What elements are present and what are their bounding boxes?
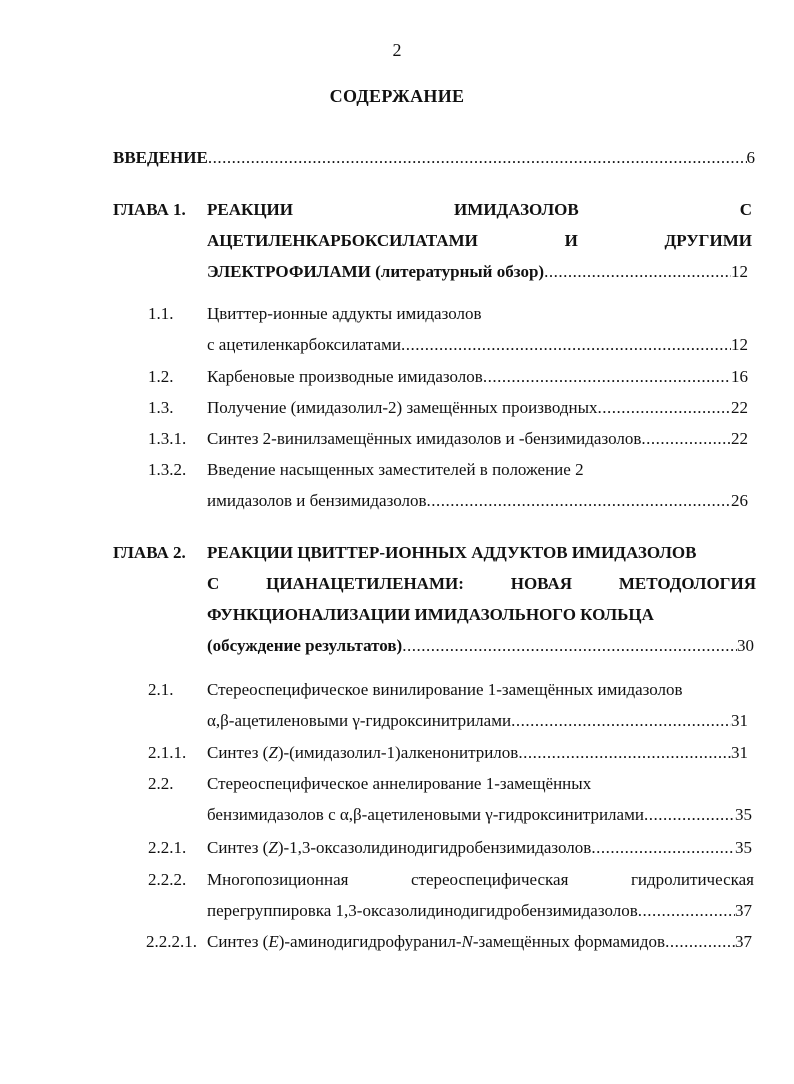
section-number: 2.2. bbox=[148, 774, 174, 793]
toc-label: Синтез 2-винилзамещённых имидазолов и -бензимидазолов bbox=[207, 429, 642, 448]
toc-page: 12 bbox=[731, 262, 748, 281]
text: Синтез ( bbox=[207, 838, 269, 857]
word: ДРУГИМИ bbox=[664, 231, 752, 250]
leader-dots bbox=[208, 148, 747, 168]
toc-label: α,β-ацетиленовыми γ-гидроксинитрилами bbox=[207, 711, 512, 730]
leader-dots bbox=[644, 805, 735, 825]
toc-label: (обсуждение результатов) bbox=[207, 636, 403, 655]
toc-page: 26 bbox=[731, 491, 748, 510]
leader-dots bbox=[426, 491, 731, 511]
section-number: 2.2.2.1. bbox=[146, 932, 197, 951]
toc-label: с ацетиленкарбоксилатами bbox=[207, 335, 401, 354]
toc-label bbox=[207, 932, 665, 952]
leader-dots bbox=[511, 711, 731, 731]
toc-label: ВВЕДЕНИЕ bbox=[113, 148, 208, 167]
word: гидролитическая bbox=[630, 870, 754, 889]
toc-label: имидазолов и бензимидазолов bbox=[207, 491, 427, 510]
word: МЕТОДОЛОГИЯ bbox=[618, 574, 756, 593]
chapter-1-label: ГЛАВА 1. bbox=[113, 200, 186, 219]
toc-page: 12 bbox=[731, 335, 748, 354]
word: НОВАЯ bbox=[510, 574, 573, 593]
toc-page: 35 bbox=[735, 805, 752, 824]
toc-page: 37 bbox=[735, 932, 752, 951]
word: И bbox=[564, 231, 578, 250]
toc-entry-1-1-line1[interactable]: Цвиттер-ионные аддукты имидазолов bbox=[207, 304, 482, 323]
word: Многопозиционная bbox=[207, 870, 349, 889]
leader-dots bbox=[591, 838, 735, 858]
toc-entry-2-2-2-line1[interactable] bbox=[207, 870, 754, 890]
word: С bbox=[207, 574, 220, 593]
toc-entry-1-3[interactable] bbox=[207, 398, 748, 418]
chapter-1-title-line3[interactable] bbox=[207, 262, 748, 282]
text: Синтез ( bbox=[207, 932, 269, 951]
section-number: 2.1.1. bbox=[148, 743, 187, 762]
toc-entry-1-1-line2[interactable] bbox=[207, 335, 748, 355]
toc-label: Получение (имидазолил-2) замещённых производных bbox=[207, 398, 598, 417]
toc-page: 6 bbox=[746, 148, 755, 167]
toc-entry-2-2-2-1[interactable] bbox=[207, 932, 752, 952]
toc-page: 16 bbox=[731, 367, 748, 386]
leader-dots bbox=[401, 335, 731, 355]
leader-dots bbox=[598, 398, 731, 418]
word: ЦИАНАЦЕТИЛЕНАМИ: bbox=[266, 574, 464, 593]
leader-dots bbox=[544, 262, 731, 282]
toc-page: 22 bbox=[731, 429, 748, 448]
page-title: СОДЕРЖАНИЕ bbox=[329, 86, 465, 106]
toc-entry-2-1-line2[interactable] bbox=[207, 711, 748, 731]
page-number: 2 bbox=[392, 40, 402, 60]
leader-dots bbox=[402, 636, 737, 656]
chapter-2-title-line2[interactable] bbox=[207, 574, 756, 594]
toc-page: 31 bbox=[731, 743, 748, 762]
section-number: 1.1. bbox=[148, 304, 174, 323]
word: РЕАКЦИИ bbox=[207, 200, 293, 219]
italic-symbol: E bbox=[268, 932, 279, 951]
toc-label bbox=[207, 743, 518, 763]
text: Синтез ( bbox=[207, 743, 269, 762]
word: АЦЕТИЛЕНКАРБОКСИЛАТАМИ bbox=[207, 231, 478, 250]
toc-label: ЭЛЕКТРОФИЛАМИ (литературный обзор) bbox=[207, 262, 545, 281]
chapter-1-title-line1[interactable] bbox=[207, 200, 752, 220]
section-number: 2.2.2. bbox=[148, 870, 187, 889]
chapter-1-title-line2[interactable] bbox=[207, 231, 752, 251]
text: )-аминодигидрофуранил- bbox=[278, 932, 462, 951]
toc-entry-2-2-line1[interactable]: Стереоспецифическое аннелирование 1-замещённых bbox=[207, 774, 592, 793]
toc-entry-2-1-line1[interactable]: Стереоспецифическое винилирование 1-замещённых имидазолов bbox=[207, 680, 683, 699]
leader-dots bbox=[665, 932, 735, 952]
section-number: 1.3.1. bbox=[148, 429, 187, 448]
chapter-2-title-line4[interactable] bbox=[207, 636, 754, 656]
section-number: 2.1. bbox=[148, 680, 174, 699]
section-number: 1.3. bbox=[148, 398, 174, 417]
toc-page: 35 bbox=[735, 838, 752, 857]
chapter-2-label: ГЛАВА 2. bbox=[113, 543, 186, 562]
leader-dots bbox=[638, 901, 735, 921]
chapter-2-title-line1[interactable]: РЕАКЦИИ ЦВИТТЕР-ИОННЫХ АДДУКТОВ ИМИДАЗОЛОВ bbox=[207, 543, 697, 562]
leader-dots bbox=[641, 429, 731, 449]
toc-entry-2-2-2-line2[interactable] bbox=[207, 901, 752, 921]
word: стереоспецифическая bbox=[410, 870, 569, 889]
section-number: 1.2. bbox=[148, 367, 174, 386]
toc-page: 22 bbox=[731, 398, 748, 417]
toc-page: 37 bbox=[735, 901, 752, 920]
chapter-2-title-line3[interactable]: ФУНКЦИОНАЛИЗАЦИИ ИМИДАЗОЛЬНОГО КОЛЬЦА bbox=[207, 605, 654, 624]
leader-dots bbox=[483, 367, 731, 387]
toc-entry-2-1-1[interactable] bbox=[207, 743, 748, 763]
toc-entry-2-2-1[interactable] bbox=[207, 838, 752, 858]
toc-entry-1-3-2-line1[interactable]: Введение насыщенных заместителей в положение 2 bbox=[207, 460, 584, 479]
leader-dots bbox=[518, 743, 731, 763]
toc-label: бензимидазолов с α,β-ацетиленовыми γ-гидроксинитрилами bbox=[207, 805, 644, 824]
text: )-(имидазолил-1)алкенонитрилов bbox=[277, 743, 519, 762]
toc-label: перегруппировка 1,3-оксазолидинодигидробензимидазолов bbox=[207, 901, 638, 920]
toc-entry-1-2[interactable] bbox=[207, 367, 748, 387]
word: ИМИДАЗОЛОВ bbox=[454, 200, 579, 219]
toc-page: 30 bbox=[737, 636, 754, 655]
italic-symbol: Z bbox=[268, 743, 278, 762]
toc-label bbox=[207, 838, 591, 858]
toc-entry-1-3-2-line2[interactable] bbox=[207, 491, 748, 511]
toc-label: Карбеновые производные имидазолов bbox=[207, 367, 483, 386]
toc-page: 31 bbox=[731, 711, 748, 730]
text: )-1,3-оксазолидинодигидробензимидазолов bbox=[277, 838, 592, 857]
italic-symbol: N bbox=[461, 932, 473, 951]
italic-symbol: Z bbox=[268, 838, 278, 857]
word: С bbox=[739, 200, 752, 219]
text: -замещённых формамидов bbox=[472, 932, 666, 951]
toc-entry-2-2-line2[interactable] bbox=[207, 805, 752, 825]
toc-entry-intro[interactable] bbox=[113, 148, 755, 168]
section-number: 2.2.1. bbox=[148, 838, 187, 857]
section-number: 1.3.2. bbox=[148, 460, 187, 479]
toc-entry-1-3-1[interactable] bbox=[207, 429, 748, 449]
